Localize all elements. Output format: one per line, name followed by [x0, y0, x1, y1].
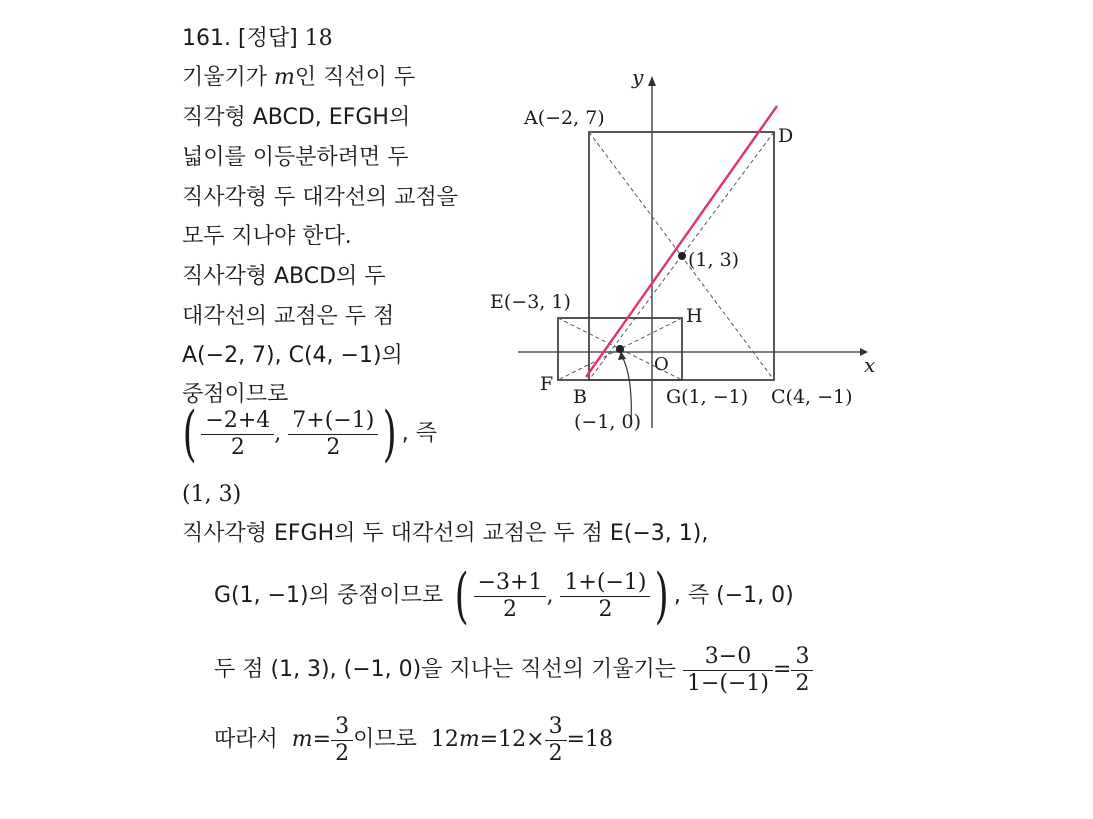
left-line-8: A(−2, 7), C(4, −1)의: [182, 343, 403, 368]
body-line-4-c: 12: [430, 727, 459, 752]
answer-label: [정답]: [237, 26, 298, 51]
var-m-3: m: [458, 727, 480, 752]
label-b: B: [573, 386, 587, 408]
x-axis-label: x: [864, 353, 876, 377]
left-line-7: 대각선의 교점은 두 점: [182, 304, 395, 329]
body-line-1: 직사각형 EFGH의 두 대각선의 교점은 두 점 E(−3, 1),: [182, 521, 709, 546]
problem-header: [182, 24, 333, 54]
label-center-2: (−1, 0): [574, 411, 642, 433]
var-m-2: m: [291, 727, 313, 752]
left-line-9: 중점이므로: [182, 382, 289, 407]
y-axis-arrow: [648, 76, 656, 86]
body-line-3: [214, 640, 813, 700]
fraction-4-num: 1+(−1): [564, 569, 647, 595]
body-line-3-a: 두 점 (1, 3), (−1, 0)을 지나는 직선의 기울기는: [214, 657, 676, 682]
after-fraction-text: , 즉: [401, 421, 437, 446]
label-f: F: [540, 373, 554, 395]
slope-result-den: 2: [791, 670, 813, 697]
y-axis-label: y: [632, 65, 644, 89]
body-line-2-b: , 즉 (−1, 0): [673, 583, 794, 608]
midpoint-expression-1: [178, 399, 437, 469]
left-line-5: 모두 지나야 한다.: [182, 224, 352, 249]
fraction-2-den: 2: [288, 434, 378, 461]
left-line-2: 직각형 ABCD, EFGH의: [182, 105, 411, 130]
close-paren: ): [383, 399, 398, 469]
slope-fraction: [683, 644, 773, 697]
label-o: O: [654, 354, 669, 375]
coordinate-figure: [488, 60, 878, 444]
label-g: G(1, −1): [666, 386, 749, 408]
body-line-2-a: G(1, −1)의 중점이므로: [214, 583, 444, 608]
m-fraction-2-den: 2: [545, 740, 567, 767]
left-line-4: 직사각형 두 대각선의 교점을: [182, 185, 459, 210]
m-fraction-num: 3: [335, 713, 350, 739]
open-paren-2: (: [454, 561, 469, 631]
label-a: A(−2, 7): [524, 107, 605, 129]
close-paren-2: ): [655, 561, 670, 631]
answer-value: 18: [304, 26, 333, 51]
equals-sign-2: =: [312, 727, 332, 752]
fraction-1: [201, 408, 274, 461]
problem-number: 161.: [182, 26, 231, 51]
comma: ,: [274, 421, 282, 446]
m-fraction: [331, 714, 353, 767]
fraction-1-den: 2: [201, 434, 274, 461]
center-point-abcd: [678, 252, 686, 260]
fraction-3: [474, 570, 547, 623]
fraction-3-den: 2: [474, 596, 547, 623]
body-line-4: [214, 710, 613, 770]
m-fraction-den: 2: [331, 740, 353, 767]
fraction-4: [560, 570, 650, 623]
label-e: E(−3, 1): [490, 291, 571, 313]
center-point-efgh: [616, 345, 624, 353]
fraction-4-den: 2: [560, 596, 650, 623]
equals-sign: =: [773, 657, 792, 682]
m-fraction-2-num: 3: [548, 713, 563, 739]
fraction-2: [288, 408, 378, 461]
left-line-1: [182, 63, 415, 93]
left-line-3: 넓이를 이등분하려면 두: [182, 145, 409, 170]
slope-result-fraction: [791, 644, 813, 697]
fraction-2-num: 7+(−1): [292, 407, 375, 433]
open-paren: (: [182, 399, 197, 469]
label-c: C(4, −1): [771, 386, 853, 408]
figure-svg: [488, 60, 878, 440]
body-line-4-a: 따라서: [214, 727, 278, 752]
body-line-2: G(1, −1)의 중점이므로 ( $\frac{-3+1}{2}$ , $\frac{1+(-1)}{2}$ ) , 즉 (−1, 0): [214, 561, 794, 631]
slope-fraction-den: 1−(−1): [683, 670, 773, 697]
label-d: D: [778, 125, 794, 147]
label-center-1: (1, 3): [688, 249, 740, 271]
slope-result-num: 3: [795, 643, 810, 669]
fraction-3-num: −3+1: [477, 569, 543, 595]
m-fraction-2: [545, 714, 567, 767]
left-line-1-a: 기울기가: [182, 65, 275, 90]
slope-fraction-num: 3−0: [704, 643, 752, 669]
label-h: H: [686, 305, 703, 327]
left-line-1-b: 인 직선이 두: [294, 65, 416, 90]
body-line-4-e: =18: [566, 727, 614, 752]
body-line-4-b: 이므로: [353, 727, 417, 752]
result-1: (1, 3): [182, 482, 242, 507]
var-m: m: [274, 65, 295, 90]
body-line-4-d: =12×: [479, 727, 545, 752]
fraction-1-num: −2+4: [205, 407, 271, 433]
left-line-6: 직사각형 ABCD의 두: [182, 264, 386, 289]
